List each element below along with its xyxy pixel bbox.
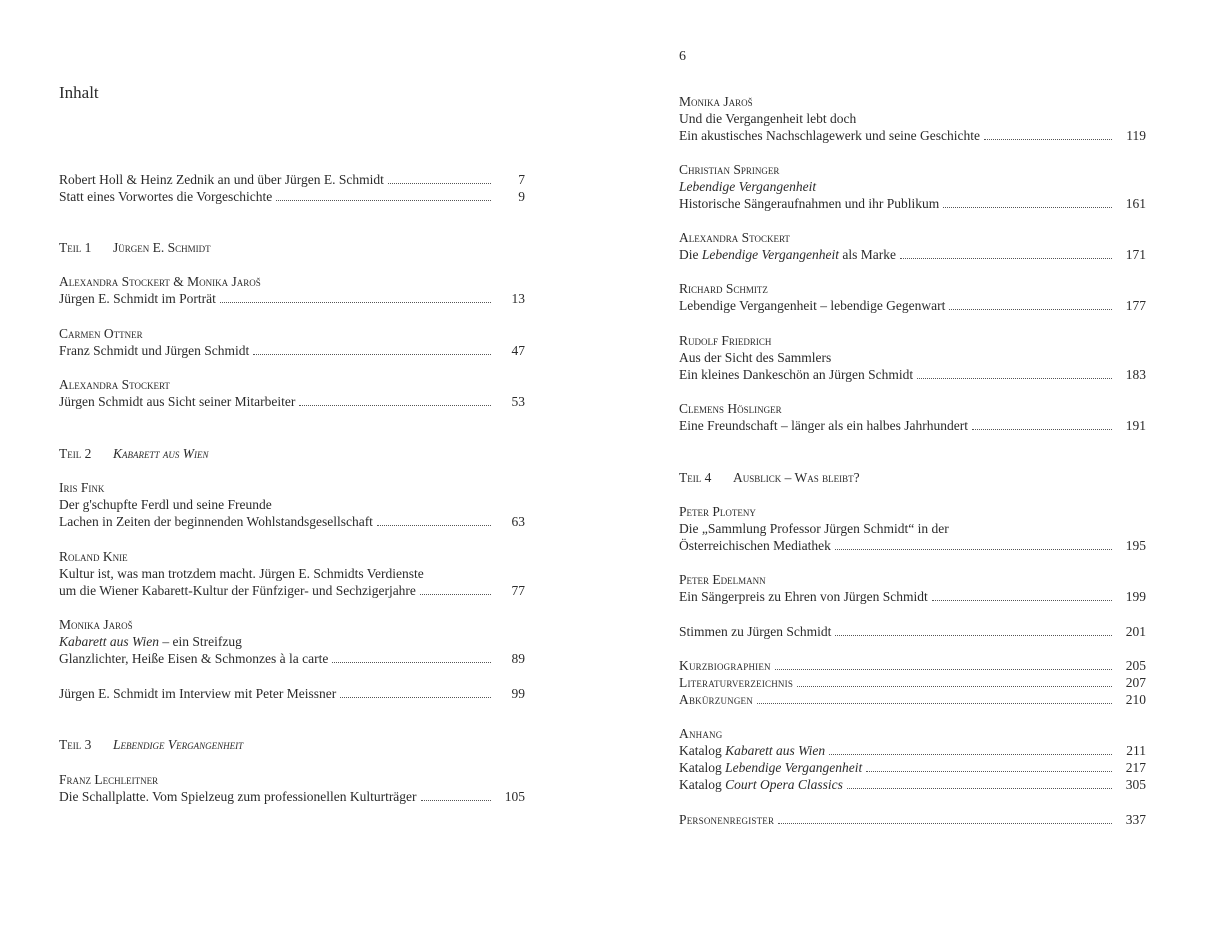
page-ref: 305 — [1125, 777, 1146, 792]
toc-entry: Statt eines Vorwortes die Vorgeschichte 9 — [59, 189, 525, 204]
intro-section — [59, 171, 525, 205]
toc-item: Rudolf Friedrich Aus der Sicht des Sammlers Ein kleines Dankeschön an Jürgen Schmidt 183 — [679, 333, 1146, 382]
toc-item: Stimmen zu Jürgen Schmidt 201 — [679, 624, 1146, 639]
author-name: Carmen Ottner — [59, 326, 143, 341]
back-matter: Kurzbiographien 205 Literaturverzeichnis 207 Abkürzungen 210 — [679, 658, 1146, 707]
author-name: Peter Edelmann — [679, 572, 766, 587]
page-ref: 63 — [511, 514, 525, 529]
page-ref: 195 — [1125, 538, 1146, 553]
page-ref: 77 — [511, 583, 525, 598]
page-ref: 177 — [1125, 298, 1146, 313]
author-name: Monika Jaroš — [679, 94, 753, 109]
part-heading: Teil 1 Jürgen E. Schmidt — [59, 240, 211, 255]
page-ref: 161 — [1125, 196, 1146, 211]
page-ref: 199 — [1125, 589, 1146, 604]
toc-item: Clemens Höslinger Eine Freundschaft – länger als ein halbes Jahrhundert 191 — [679, 401, 1146, 433]
author-name: Franz Lechleitner — [59, 772, 159, 787]
toc-item: Monika Jaroš Kabarett aus Wien – ein Streifzug Glanzlichter, Heiße Eisen & Schmonzes à la carte 89 — [59, 617, 525, 666]
toc-item: Monika Jaroš Und die Vergangenheit lebt doch Ein akustisches Nachschlagewerk und seine Geschichte 119 — [679, 94, 1146, 143]
page-ref: 205 — [1125, 658, 1146, 673]
toc-heading: Inhalt — [59, 83, 99, 102]
toc-item: Roland Knie Kultur ist, was man trotzdem macht. Jürgen E. Schmidts Verdienste um die Wiener Kabarett-Kultur der Fünfziger- und Sechzigerjahre 77 — [59, 549, 525, 598]
page-ref: 210 — [1125, 692, 1146, 707]
author-name: Alexandra Stockert — [679, 230, 790, 245]
author-name: Iris Fink — [59, 480, 105, 495]
page-ref: 7 — [518, 172, 525, 187]
page-ref: 207 — [1125, 675, 1146, 690]
page-number: 6 — [679, 49, 686, 64]
page-ref: 47 — [511, 343, 525, 358]
page-ref: 13 — [511, 291, 525, 306]
page-ref: 211 — [1126, 743, 1146, 758]
page-ref: 337 — [1125, 812, 1146, 827]
page-ref: 99 — [511, 686, 525, 701]
author-name: Alexandra Stockert & Monika Jaroš — [59, 274, 261, 289]
toc-item: Christian Springer Lebendige Vergangenheit Historische Sängeraufnahmen und ihr Publikum 161 — [679, 162, 1146, 211]
page-ref: 105 — [504, 789, 525, 804]
author-name: Monika Jaroš — [59, 617, 133, 632]
toc-item: Alexandra Stockert Die Lebendige Vergangenheit als Marke 171 — [679, 230, 1146, 262]
page-ref: 201 — [1125, 624, 1146, 639]
page-ref: 191 — [1125, 418, 1146, 433]
part-heading: Teil 2 Kabarett aus Wien — [59, 446, 209, 461]
register-entry: Personenregister 337 — [679, 812, 1146, 827]
toc-item: Jürgen E. Schmidt im Interview mit Peter Meissner 99 — [59, 686, 525, 701]
author-name: Clemens Höslinger — [679, 401, 782, 416]
page-ref: 171 — [1125, 247, 1146, 262]
toc-entry: Robert Holl & Heinz Zednik an und über Jürgen E. Schmidt 7 — [59, 172, 525, 187]
page-ref: 183 — [1125, 367, 1146, 382]
author-name: Richard Schmitz — [679, 281, 768, 296]
page-ref: 217 — [1125, 760, 1146, 775]
toc-item: Peter Ploteny Die „Sammlung Professor Jürgen Schmidt“ in der Österreichischen Mediathek 195 — [679, 504, 1146, 553]
part-heading: Teil 4 Ausblick – Was bleibt? — [679, 470, 860, 485]
appendix-heading: Anhang — [679, 726, 723, 741]
author-name: Peter Ploteny — [679, 504, 756, 519]
part-heading: Teil 3 Lebendige Vergangenheit — [59, 737, 244, 752]
page-ref: 89 — [511, 651, 525, 666]
author-name: Rudolf Friedrich — [679, 333, 772, 348]
toc-item: Carmen Ottner Franz Schmidt und Jürgen Schmidt 47 — [59, 326, 525, 358]
toc-item: Iris Fink Der g'schupfte Ferdl und seine Freunde Lachen in Zeiten der beginnenden Wohlstandsgesellschaft 63 — [59, 480, 525, 529]
toc-item: Alexandra Stockert & Monika Jaroš Jürgen E. Schmidt im Porträt 13 — [59, 274, 525, 306]
author-name: Roland Knie — [59, 549, 128, 564]
page-ref: 119 — [1126, 128, 1146, 143]
toc-item: Richard Schmitz Lebendige Vergangenheit – lebendige Gegenwart 177 — [679, 281, 1146, 313]
author-name: Alexandra Stockert — [59, 377, 170, 392]
author-name: Christian Springer — [679, 162, 780, 177]
page-ref: 9 — [518, 189, 525, 204]
page-ref: 53 — [511, 394, 525, 409]
toc-item: Alexandra Stockert Jürgen Schmidt aus Sicht seiner Mitarbeiter 53 — [59, 377, 525, 409]
toc-item: Franz Lechleitner Die Schallplatte. Vom Spielzeug zum professionellen Kulturträger 105 — [59, 772, 525, 804]
toc-item: Peter Edelmann Ein Sängerpreis zu Ehren von Jürgen Schmidt 199 — [679, 572, 1146, 604]
appendix-section: Anhang Katalog Kabarett aus Wien 211 Katalog Lebendige Vergangenheit 217 Katalog Court Opera Classics 305 — [679, 726, 1146, 792]
